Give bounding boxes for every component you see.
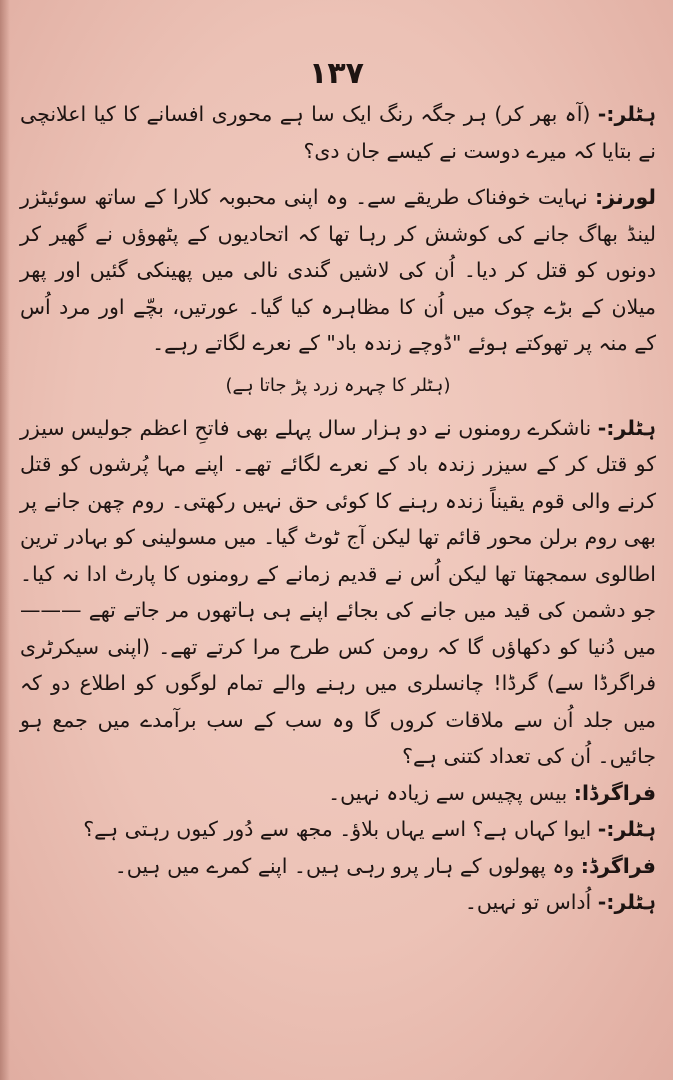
speaker-name: فراگرڈا:: [573, 780, 656, 805]
dialogue-text: نہایت خوفناک طریقے سے۔ وہ اپنی محبوبہ کلارا کے ساتھ سوئیٹزر لینڈ بھاگ جانے کی کوشش کر رہا تھا کہ اتحادیوں کے پٹھوؤں نے گھیر کر دونوں کو قتل کر دیا۔ اُن کی لاشیں گندی نالی میں پھینکی گئیں اور پھر میلان کے بڑے چوک میں اُن کا مظاہرہ کیا گیا۔ عورتیں، بچّے اور مرد اُس کے منہ پر تھوکتے ہوئے "ڈوچے زندہ باد" کے نعرے لگاتے رہے۔: [20, 185, 656, 355]
dialogue-text: ایوا کہاں ہے؟ اسے یہاں بلاؤ۔ مجھ سے دُور کیوں رہتی ہے؟: [83, 817, 592, 841]
speaker-name: فراگرڈ:: [580, 853, 656, 878]
page-binding-shadow: [0, 0, 10, 1080]
dialogue-line: [20, 775, 656, 812]
dialogue-text: وہ پھولوں کے ہار پرو رہی ہیں۔ اپنے کمرے میں ہیں۔: [114, 853, 575, 878]
dialogue-line: [20, 96, 656, 169]
stage-direction: (ہٹلر کا چہرہ زرد پڑ جاتا ہے): [225, 374, 451, 396]
dialogue-text: بیس پچیس سے زیادہ نہیں۔: [328, 780, 568, 805]
dialogue-text: (آہ بھر کر) ہر جگہ رنگ ایک سا ہے محوری افسانے کا کیا اعلانچی نے بتایا کہ میرے دوست نے کیسے جان دی؟: [20, 102, 656, 163]
dialogue-line: [20, 848, 656, 885]
dialogue-line: [20, 884, 656, 921]
dialogue-line: [20, 179, 656, 362]
speaker-name: ہٹلر:-: [597, 890, 656, 914]
dialogue-line: [20, 811, 656, 848]
dialogue-text: ناشکرے رومنوں نے دو ہزار سال پہلے بھی فاتحِ اعظم جولیس سیزر کو قتل کر کے سیزر زندہ باد کے نعرے لگائے تھے۔ اپنے مہا پُرشوں کو قتل کرنے والی قوم یقیناً زندہ رہنے کا کوئی حق نہیں رکھتی۔ روم چھن جانے پر بھی روم برلن محور قائم تھا لیکن آج ٹوٹ گیا۔ میں مسولینی کو بہادر ترین اطالوی سمجھتا تھا لیکن اُس نے قدیم زمانے کے رومنوں کا پارٹ ادا نہ کیا۔ جو دشمن کی قید میں جانے کی بجائے اپنے ہی ہاتھوں مر جاتے تھے ——— میں دُنیا کو دکھاؤں گا کہ رومن کس طرح مرا کرتے تھے۔ (اپنی سیکرٹری فراگرڈا سے) گرڈا! چانسلری میں رہنے والے تمام لوگوں کو اطلاع دو کہ میں جلد اُن سے ملاقات کروں گا وہ سب کے سب برآمدے میں جمع ہو جائیں۔ اُن کی تعداد کتنی ہے؟: [20, 415, 656, 768]
speaker-name: لورنز:: [595, 185, 656, 209]
page-number: ۱۳۷: [309, 56, 364, 91]
speaker-name: ہٹلر:-: [597, 415, 656, 440]
dialogue-line: [20, 410, 656, 775]
speaker-name: ہٹلر:-: [597, 102, 656, 126]
dialogue-text: اُداس تو نہیں۔: [464, 890, 592, 914]
page-text: [20, 96, 656, 921]
speaker-name: ہٹلر:-: [597, 817, 656, 841]
